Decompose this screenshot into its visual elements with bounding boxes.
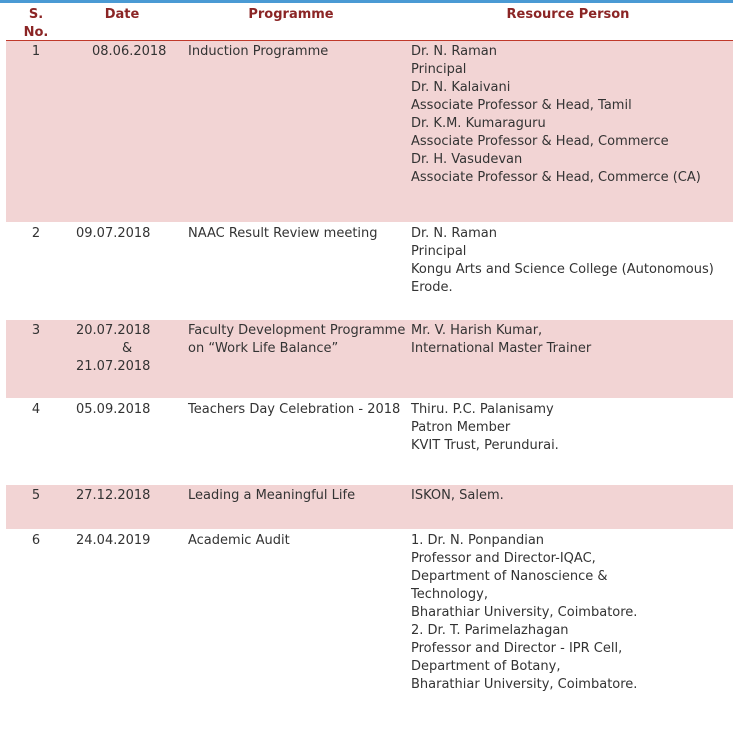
programme-line: Teachers Day Celebration - 2018 xyxy=(188,402,401,417)
programme-line: Faculty Development Programme xyxy=(188,323,406,338)
date-cell xyxy=(66,487,166,505)
date-cell xyxy=(66,43,166,61)
resource-line: Professor and Director - IPR Cell, xyxy=(411,641,623,656)
date-line: & xyxy=(122,341,133,356)
resource-line: Technology, xyxy=(411,587,488,602)
date-cell xyxy=(66,532,166,550)
date-line: 08.06.2018 xyxy=(92,44,167,59)
date-line: 24.04.2019 xyxy=(76,533,151,548)
resource-person-cell xyxy=(411,487,733,505)
table-row xyxy=(6,530,733,742)
resource-person-cell xyxy=(411,401,733,455)
resource-line: Mr. V. Harish Kumar, xyxy=(411,323,543,338)
resource-person-cell xyxy=(411,225,733,297)
programme-cell xyxy=(188,322,406,358)
sno-cell: 5 xyxy=(31,488,41,503)
programme-cell xyxy=(188,401,402,419)
resource-line: 2. Dr. T. Parimelazhagan xyxy=(411,623,569,638)
resource-line: Patron Member xyxy=(411,420,511,435)
date-cell xyxy=(66,322,166,376)
date-line: 05.09.2018 xyxy=(76,402,151,417)
programme-line: NAAC Result Review meeting xyxy=(188,226,378,241)
date-line: 21.07.2018 xyxy=(76,359,151,374)
resource-line: Professor and Director-IQAC, xyxy=(411,551,596,566)
resource-line: Dr. N. Raman xyxy=(411,226,497,241)
date-cell xyxy=(66,225,166,243)
programme-cell xyxy=(188,532,402,550)
resource-line: Erode. xyxy=(411,280,453,295)
programme-line: Induction Programme xyxy=(188,44,329,59)
resource-line: Principal xyxy=(411,244,467,259)
resource-line: Associate Professor & Head, Tamil xyxy=(411,98,632,113)
top-border xyxy=(0,0,733,3)
resource-line: International Master Trainer xyxy=(411,341,592,356)
resource-line: Associate Professor & Head, Commerce (CA) xyxy=(411,170,701,185)
table-row xyxy=(6,320,733,398)
header-sno-line2: No. xyxy=(23,25,49,40)
table-row xyxy=(6,399,733,484)
resource-line: Bharathiar University, Coimbatore. xyxy=(411,605,638,620)
date-cell xyxy=(66,401,166,419)
resource-line: Dr. N. Raman xyxy=(411,44,497,59)
sno-cell: 1 xyxy=(31,44,41,59)
programme-line: Leading a Meaningful Life xyxy=(188,488,356,503)
date-line: 27.12.2018 xyxy=(76,488,151,503)
header-resource-person: Resource Person xyxy=(506,7,630,22)
date-line: 09.07.2018 xyxy=(76,226,151,241)
resource-line: Dr. N. Kalaivani xyxy=(411,80,511,95)
table-row xyxy=(6,223,733,319)
resource-line: Department of Botany, xyxy=(411,659,561,674)
resource-line: Associate Professor & Head, Commerce xyxy=(411,134,669,149)
header-sno xyxy=(20,6,52,40)
sno-cell: 3 xyxy=(31,323,41,338)
resource-line: ISKON, Salem. xyxy=(411,488,504,503)
resource-line: Bharathiar University, Coimbatore. xyxy=(411,677,638,692)
resource-line: KVIT Trust, Perundurai. xyxy=(411,438,559,453)
sno-cell: 4 xyxy=(31,402,41,417)
resource-person-cell xyxy=(411,532,733,694)
programme-cell xyxy=(188,43,402,61)
programme-line: Academic Audit xyxy=(188,533,290,548)
resource-person-cell xyxy=(411,43,733,187)
programme-cell xyxy=(188,487,402,505)
date-line: 20.07.2018 xyxy=(76,323,151,338)
resource-line: Department of Nanoscience & xyxy=(411,569,608,584)
table-row xyxy=(6,41,733,222)
resource-line: Kongu Arts and Science College (Autonomous) xyxy=(411,262,714,277)
header-sno-line1: S. xyxy=(28,7,44,22)
sno-cell: 2 xyxy=(31,226,41,241)
sno-cell: 6 xyxy=(31,533,41,548)
programme-line: on “Work Life Balance” xyxy=(188,341,339,356)
header-programme: Programme xyxy=(248,7,334,22)
resource-line: 1. Dr. N. Ponpandian xyxy=(411,533,545,548)
header-date: Date xyxy=(104,7,140,22)
table-row xyxy=(6,485,733,529)
resource-line: Dr. K.M. Kumaraguru xyxy=(411,116,546,131)
resource-person-cell xyxy=(411,322,733,358)
programme-cell xyxy=(188,225,402,243)
resource-line: Dr. H. Vasudevan xyxy=(411,152,523,167)
resource-line: Thiru. P.C. Palanisamy xyxy=(411,402,554,417)
resource-line: Principal xyxy=(411,62,467,77)
